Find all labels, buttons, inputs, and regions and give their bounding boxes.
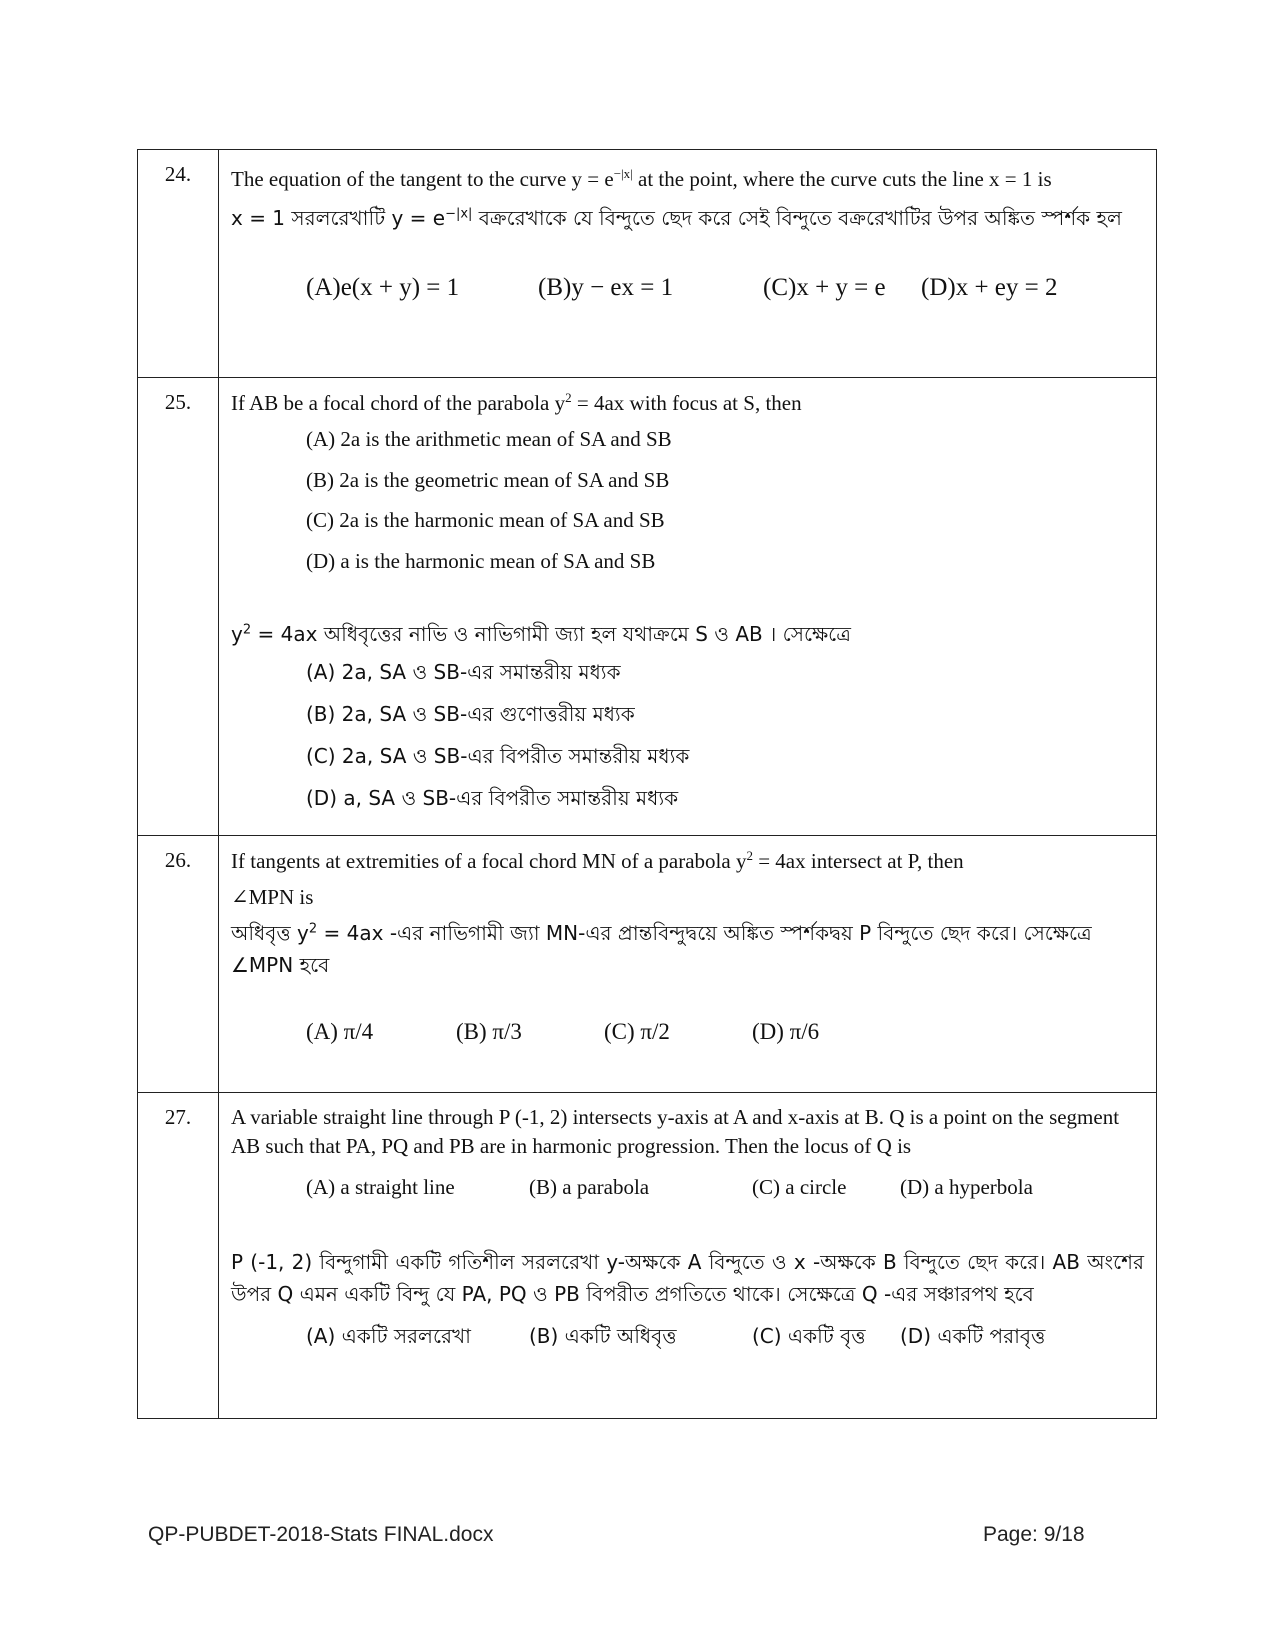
option-c[interactable]: (C) একটি বৃত্ত: [752, 1324, 866, 1349]
answer-options: [306, 270, 1144, 306]
footer-page-number: Page: 9/18: [983, 1523, 1085, 1546]
text-part: If AB be a focal chord of the parabola y: [231, 391, 566, 415]
question-row-24: [138, 150, 1157, 378]
footer-filename: QP-PUBDET-2018-Stats FINAL.docx: [148, 1523, 494, 1546]
question-text-en: [231, 388, 1144, 418]
question-text-en: [231, 846, 1144, 876]
option-c[interactable]: (C)x + y = e: [763, 274, 886, 302]
option-b[interactable]: (B) 2a is the geometric mean of SA and SB: [306, 467, 670, 492]
option-c[interactable]: (C) 2a is the harmonic mean of SA and SB: [306, 508, 665, 533]
option-d[interactable]: (D) একটি পরাবৃত্ত: [900, 1324, 1046, 1349]
question-text-bn: [231, 202, 1144, 234]
option-d[interactable]: (D)x + ey = 2: [921, 274, 1058, 302]
question-row-26: [138, 836, 1157, 1093]
question-number: 27.: [138, 1093, 219, 1419]
option-a[interactable]: (A) 2a, SA ও SB-এর সমান্তরীয় মধ্যক: [306, 660, 621, 685]
option-b[interactable]: (B) a parabola: [529, 1174, 650, 1199]
exponent: 2: [565, 390, 572, 405]
text-part: বক্ররেখাকে যে বিন্দুতে ছেদ করে সেই বিন্দুতে বক্ররেখাটির উপর অঙ্কিত স্পর্শক হল: [472, 206, 1122, 231]
exponent: 2: [242, 622, 252, 638]
exponent: 2: [746, 848, 753, 863]
option-d[interactable]: (D) π/6: [752, 1018, 820, 1044]
answer-options-en: [306, 424, 1144, 576]
option-c[interactable]: (C) 2a, SA ও SB-এর বিপরীত সমান্তরীয় মধ্যক: [306, 744, 690, 769]
question-number: 25.: [138, 378, 219, 836]
option-a[interactable]: (A) a straight line: [306, 1174, 455, 1199]
question-text-en: A variable straight line through P (-1, 2) intersects y-axis at A and x-axis at B. Q is a point on the segment AB such that PA, PQ and PB are in harmonic progression. Then the locus of Q is: [231, 1105, 1120, 1159]
question-text-bn: [231, 618, 1144, 650]
text-part: = 4ax with focus at S, then: [571, 391, 802, 415]
option-b[interactable]: (B) একটি অধিবৃত্ত: [529, 1324, 677, 1349]
exponent: 2: [308, 921, 318, 937]
option-d[interactable]: (D) a is the harmonic mean of SA and SB: [306, 548, 656, 573]
question-table: [137, 149, 1157, 1419]
text-part: = 4ax intersect at P, then: [752, 849, 964, 873]
exponent: −|x|: [613, 166, 633, 181]
text-part: x = 1 সরলরেখাটি y = e: [231, 206, 446, 231]
question-text-en-line2: ∠MPN is: [231, 885, 314, 910]
question-row-25: [138, 378, 1157, 836]
option-c[interactable]: (C) a circle: [752, 1174, 847, 1199]
text-part: y: [231, 622, 243, 647]
answer-options-bn: [306, 1320, 1144, 1352]
option-c[interactable]: (C) π/2: [604, 1018, 670, 1044]
option-b[interactable]: (B) π/3: [456, 1018, 522, 1044]
option-a[interactable]: (A) একটি সরলরেখা: [306, 1324, 471, 1349]
text-part: at the point, where the curve cuts the line x = 1 is: [632, 167, 1052, 191]
question-text-en: [231, 164, 1144, 194]
option-a[interactable]: (A) 2a is the arithmetic mean of SA and SB: [306, 427, 672, 452]
exponent: −|x|: [445, 206, 473, 222]
text-part: = 4ax -এর নাভিগামী জ্যা MN-এর প্রান্তবিন্দুদ্বয়ে অঙ্কিত স্পর্শকদ্বয় P বিন্দুতে ছেদ করে। সেক্ষেত্রে ∠MPN হবে: [231, 920, 1092, 977]
question-row-27: [138, 1093, 1157, 1419]
question-body: [219, 150, 1157, 378]
question-text-bn: P (-1, 2) বিন্দুগামী একটি গতিশীল সরলরেখা y-অক্ষকে A বিন্দুতে ও x -অক্ষকে B বিন্দুতে ছেদ করে। AB অংশের উপর Q এমন একটি বিন্দু যে PA, PQ ও PB বিপরীত প্রগতিতে থাকে। সেক্ষেত্রে Q -এর সঞ্চারপথ হবে: [231, 1250, 1144, 1307]
answer-options: [306, 1015, 1144, 1048]
text-part: অধিবৃত্ত y: [231, 920, 309, 945]
option-d[interactable]: (D) a, SA ও SB-এর বিপরীত সমান্তরীয় মধ্যক: [306, 786, 679, 811]
answer-options-bn: [306, 656, 1144, 814]
text-part: If tangents at extremities of a focal chord MN of a parabola y: [231, 849, 747, 873]
text-part: = 4ax অধিবৃত্তের নাভি ও নাভিগামী জ্যা হল যথাক্রমে S ও AB । সেক্ষেত্রে: [251, 622, 851, 647]
option-a[interactable]: (A) π/4: [306, 1018, 374, 1044]
question-number: 26.: [138, 836, 219, 1093]
text-part: The equation of the tangent to the curve y = e: [231, 167, 614, 191]
question-body: [219, 378, 1157, 836]
question-number: 24.: [138, 150, 219, 378]
question-body: [219, 1093, 1157, 1419]
question-text-bn: [231, 917, 1144, 981]
option-b[interactable]: (B) 2a, SA ও SB-এর গুণোত্তরীয় মধ্যক: [306, 702, 635, 727]
answer-options-en: [306, 1172, 1144, 1202]
option-d[interactable]: (D) a hyperbola: [900, 1174, 1033, 1199]
option-a[interactable]: (A)e(x + y) = 1: [306, 274, 460, 302]
question-body: [219, 836, 1157, 1093]
option-b[interactable]: (B)y − ex = 1: [538, 274, 674, 302]
